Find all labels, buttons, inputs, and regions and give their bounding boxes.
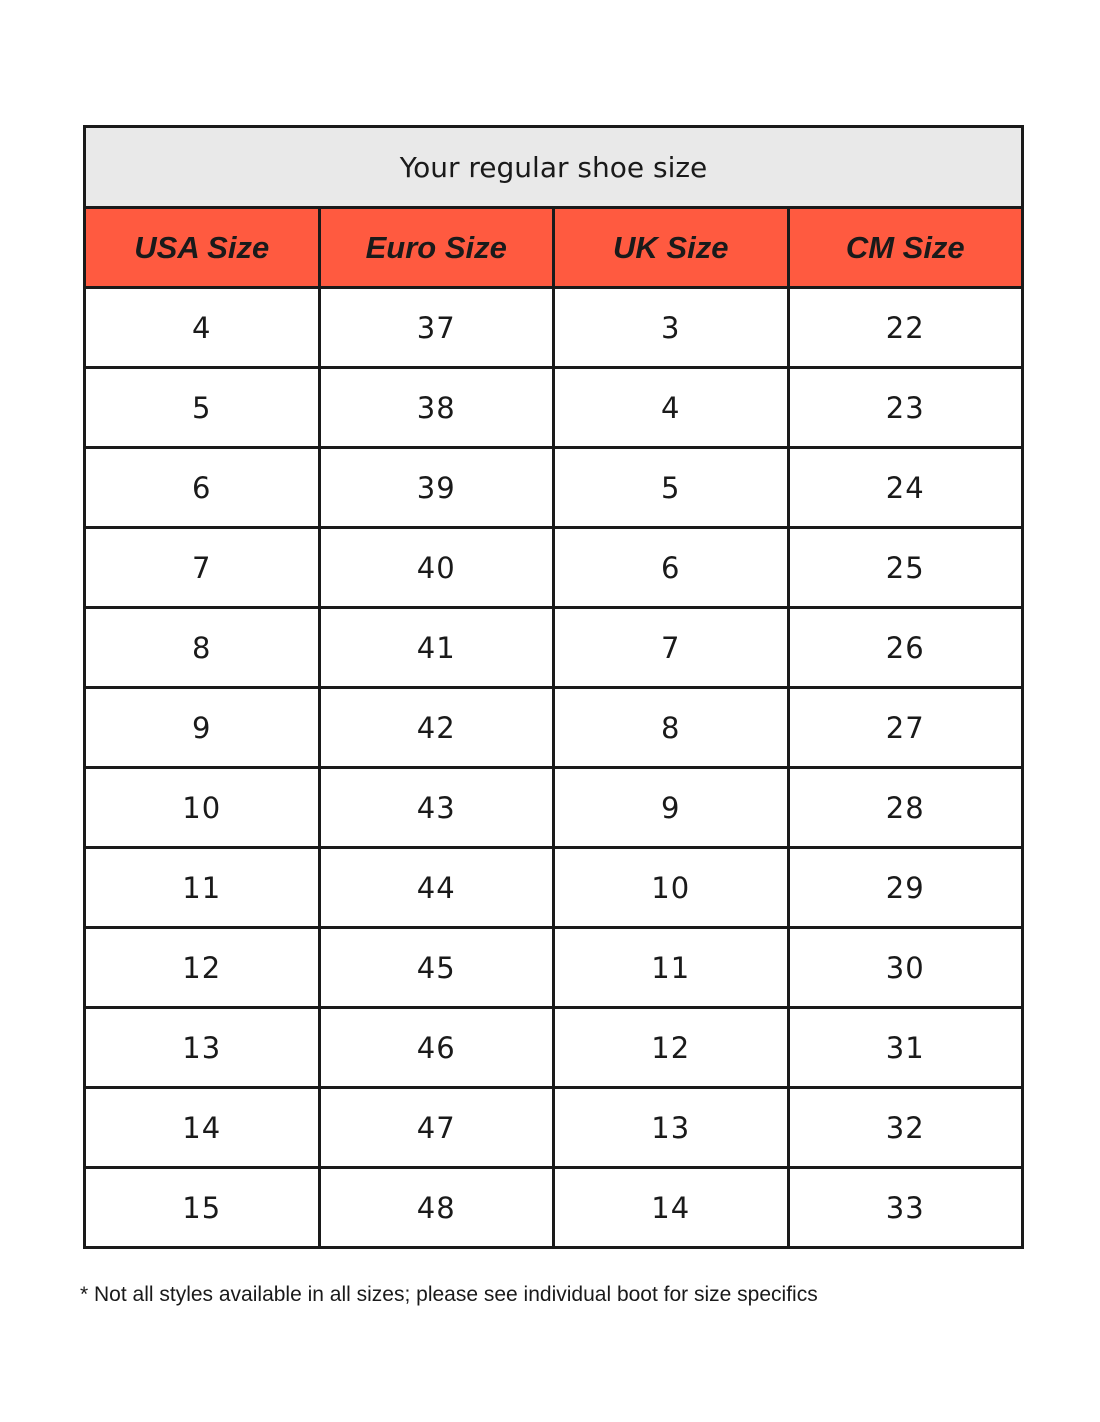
cell-euro-size: 48: [319, 1168, 554, 1248]
column-header-euro: Euro Size: [319, 208, 554, 288]
cell-uk-size: 10: [554, 848, 789, 928]
cell-euro-size: 42: [319, 688, 554, 768]
cell-euro-size: 44: [319, 848, 554, 928]
cell-usa-size: 10: [85, 768, 320, 848]
cell-euro-size: 40: [319, 528, 554, 608]
table-title: Your regular shoe size: [85, 127, 1023, 208]
cell-cm-size: 25: [788, 528, 1023, 608]
column-header-uk: UK Size: [554, 208, 789, 288]
cell-euro-size: 37: [319, 288, 554, 368]
cell-cm-size: 33: [788, 1168, 1023, 1248]
cell-uk-size: 14: [554, 1168, 789, 1248]
column-header-usa: USA Size: [85, 208, 320, 288]
cell-uk-size: 4: [554, 368, 789, 448]
title-row: [85, 127, 1023, 208]
cell-cm-size: 31: [788, 1008, 1023, 1088]
cell-usa-size: 14: [85, 1088, 320, 1168]
cell-cm-size: 28: [788, 768, 1023, 848]
cell-usa-size: 12: [85, 928, 320, 1008]
cell-uk-size: 13: [554, 1088, 789, 1168]
table-row: [85, 1008, 1023, 1088]
column-header-cm: CM Size: [788, 208, 1023, 288]
cell-cm-size: 30: [788, 928, 1023, 1008]
table-row: [85, 448, 1023, 528]
table-row: [85, 928, 1023, 1008]
table-row: [85, 688, 1023, 768]
table-row: [85, 768, 1023, 848]
cell-usa-size: 13: [85, 1008, 320, 1088]
cell-usa-size: 5: [85, 368, 320, 448]
cell-uk-size: 11: [554, 928, 789, 1008]
cell-euro-size: 38: [319, 368, 554, 448]
cell-euro-size: 46: [319, 1008, 554, 1088]
cell-euro-size: 45: [319, 928, 554, 1008]
cell-uk-size: 8: [554, 688, 789, 768]
table-row: [85, 368, 1023, 448]
cell-cm-size: 26: [788, 608, 1023, 688]
cell-cm-size: 29: [788, 848, 1023, 928]
cell-euro-size: 41: [319, 608, 554, 688]
table-row: [85, 528, 1023, 608]
table-row: [85, 1168, 1023, 1248]
table-row: [85, 1088, 1023, 1168]
size-chart-table: [83, 125, 1024, 1249]
cell-uk-size: 3: [554, 288, 789, 368]
cell-usa-size: 8: [85, 608, 320, 688]
cell-uk-size: 5: [554, 448, 789, 528]
cell-euro-size: 43: [319, 768, 554, 848]
column-header-row: [85, 208, 1023, 288]
cell-usa-size: 9: [85, 688, 320, 768]
cell-usa-size: 7: [85, 528, 320, 608]
cell-uk-size: 9: [554, 768, 789, 848]
cell-usa-size: 4: [85, 288, 320, 368]
cell-usa-size: 6: [85, 448, 320, 528]
cell-euro-size: 39: [319, 448, 554, 528]
table-row: [85, 848, 1023, 928]
cell-uk-size: 6: [554, 528, 789, 608]
cell-uk-size: 7: [554, 608, 789, 688]
cell-cm-size: 23: [788, 368, 1023, 448]
cell-usa-size: 11: [85, 848, 320, 928]
size-rows: [85, 288, 1023, 1248]
table-row: [85, 608, 1023, 688]
cell-usa-size: 15: [85, 1168, 320, 1248]
cell-euro-size: 47: [319, 1088, 554, 1168]
cell-cm-size: 22: [788, 288, 1023, 368]
table-row: [85, 288, 1023, 368]
cell-cm-size: 32: [788, 1088, 1023, 1168]
cell-cm-size: 27: [788, 688, 1023, 768]
cell-uk-size: 12: [554, 1008, 789, 1088]
cell-cm-size: 24: [788, 448, 1023, 528]
footnote: * Not all styles available in all sizes; please see individual boot for size specifics: [80, 1283, 818, 1306]
